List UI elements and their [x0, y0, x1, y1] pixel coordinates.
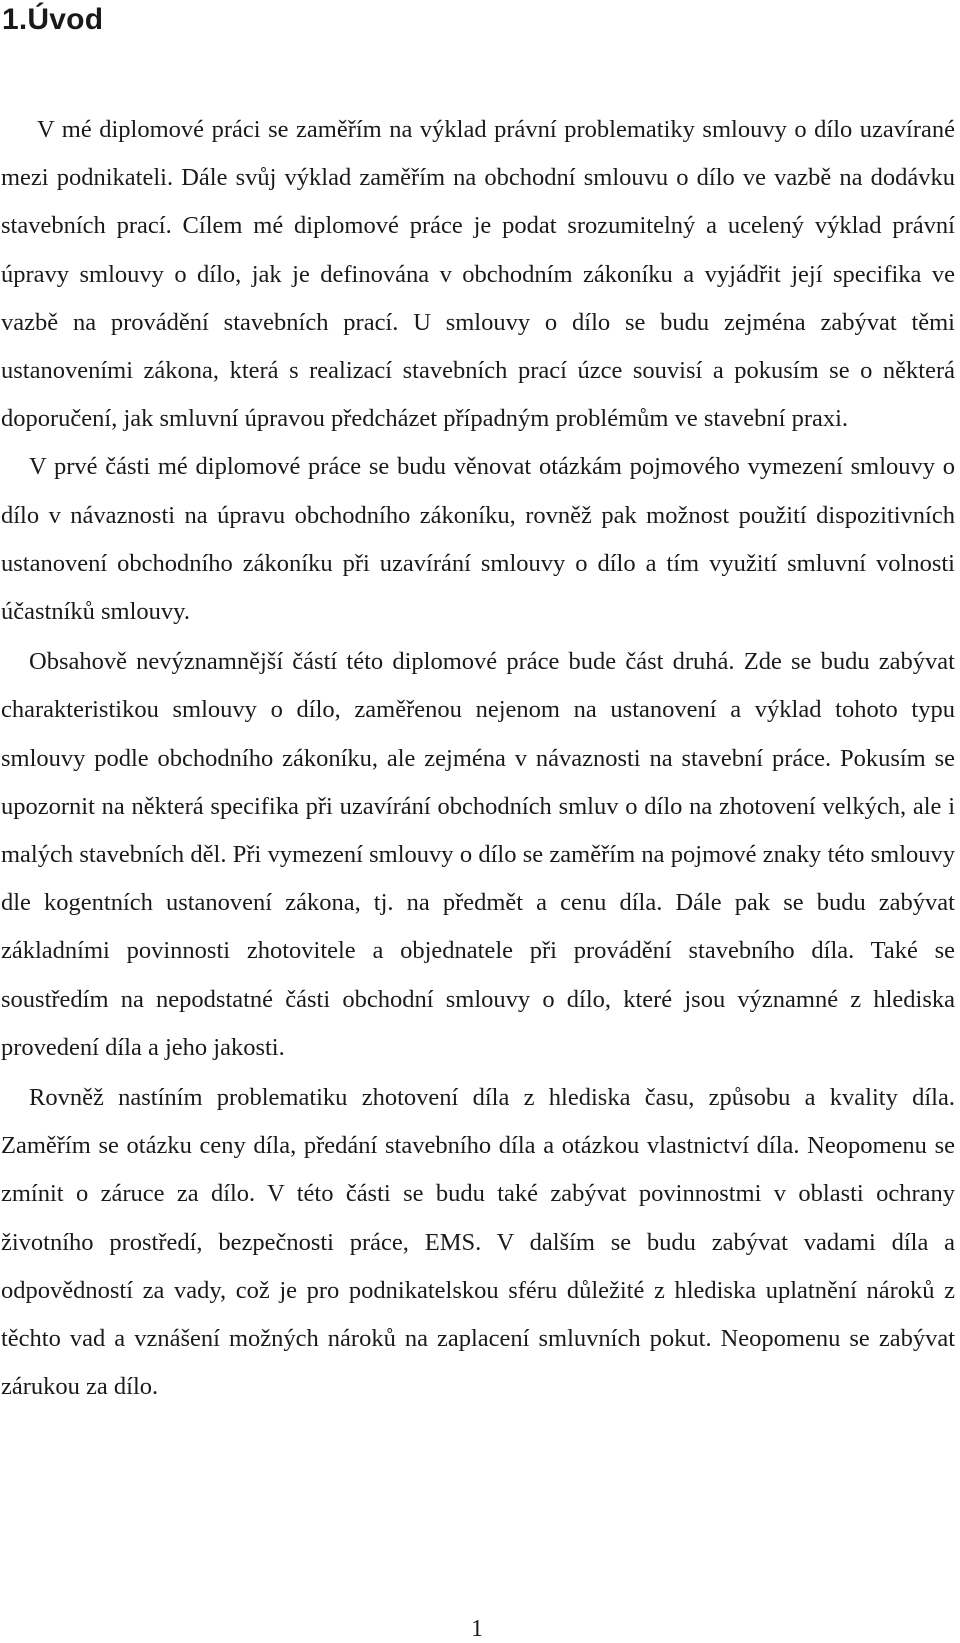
paragraph-intro: V mé diplomové práci se zaměřím na výklad právní problematiky smlouvy o dílo uzavírané mezi podnikateli. Dále svůj výklad zaměřím na obchodní smlouvu o dílo ve vazbě na dodávku stavebních prací. Cílem mé diplomové práce je podat srozumitelný a ucelený výklad právní úpravy smlouvy o dílo, jak je definována v obchodním zákoníku a vyjádřit její specifika ve vazbě na provádění stavebních prací. U smlouvy o dílo se budu zejména zabývat těmi ustanoveními zákona, která s realizací stavebních prací úzce souvisí a pokusím se o některá doporučení, jak smluvní úpravou předcházet případným problémům ve stavební praxi.	[1, 116, 955, 433]
section-heading: 1.Úvod	[2, 3, 104, 36]
paragraph-time-quality: Rovněž nastíním problematiku zhotovení díla z hlediska času, způsobu a kvality díla. Zaměřím se otázku ceny díla, předání stavebního díla a otázkou vlastnictví díla. Neopomenu se zmínit o záruce za dílo. V této části se budu také zabývat povinnostmi v oblasti ochrany životního prostředí, bezpečnosti práce, EMS. V dalším se budu zabývat vadami díla a odpovědností za vady, což je pro podnikatelskou sféru důležité z hlediska uplatnění nároků z těchto vad a vznášení možných nároků na zaplacení smluvních pokut. Neopomenu se zabývat zárukou za dílo.	[1, 1084, 955, 1401]
body-text	[1, 106, 955, 1411]
paragraph-second-part: Obsahově nevýznamnější částí této diplomové práce bude část druhá. Zde se budu zabývat charakteristikou smlouvy o dílo, zaměřenou nejenom na ustanovení a výklad tohoto typu smlouvy podle obchodního zákoníku, ale zejména v návaznosti na stavební práce. Pokusím se upozornit na některá specifika při uzavírání obchodních smluv o dílo na zhotovení velkých, ale i malých stavebních děl. Při vymezení smlouvy o dílo se zaměřím na pojmové znaky této smlouvy dle kogentních ustanovení zákona, tj. na předmět a cenu díla. Dále pak se budu zabývat základními povinnosti zhotovitele a objednatele při provádění stavebního díla. Také se soustředím na nepodstatné části obchodní smlouvy o dílo, které jsou významné z hlediska provedení díla a jeho jakosti.	[1, 648, 955, 1061]
paragraph-first-part: V prvé části mé diplomové práce se budu věnovat otázkám pojmového vymezení smlouvy o dílo v návaznosti na úpravu obchodního zákoníku, rovněž pak možnost použití dispozitivních ustanovení obchodního zákoníku při uzavírání smlouvy o dílo a tím využití smluvní volnosti účastníků smlouvy.	[1, 453, 955, 626]
page-number: 1	[471, 1616, 483, 1642]
